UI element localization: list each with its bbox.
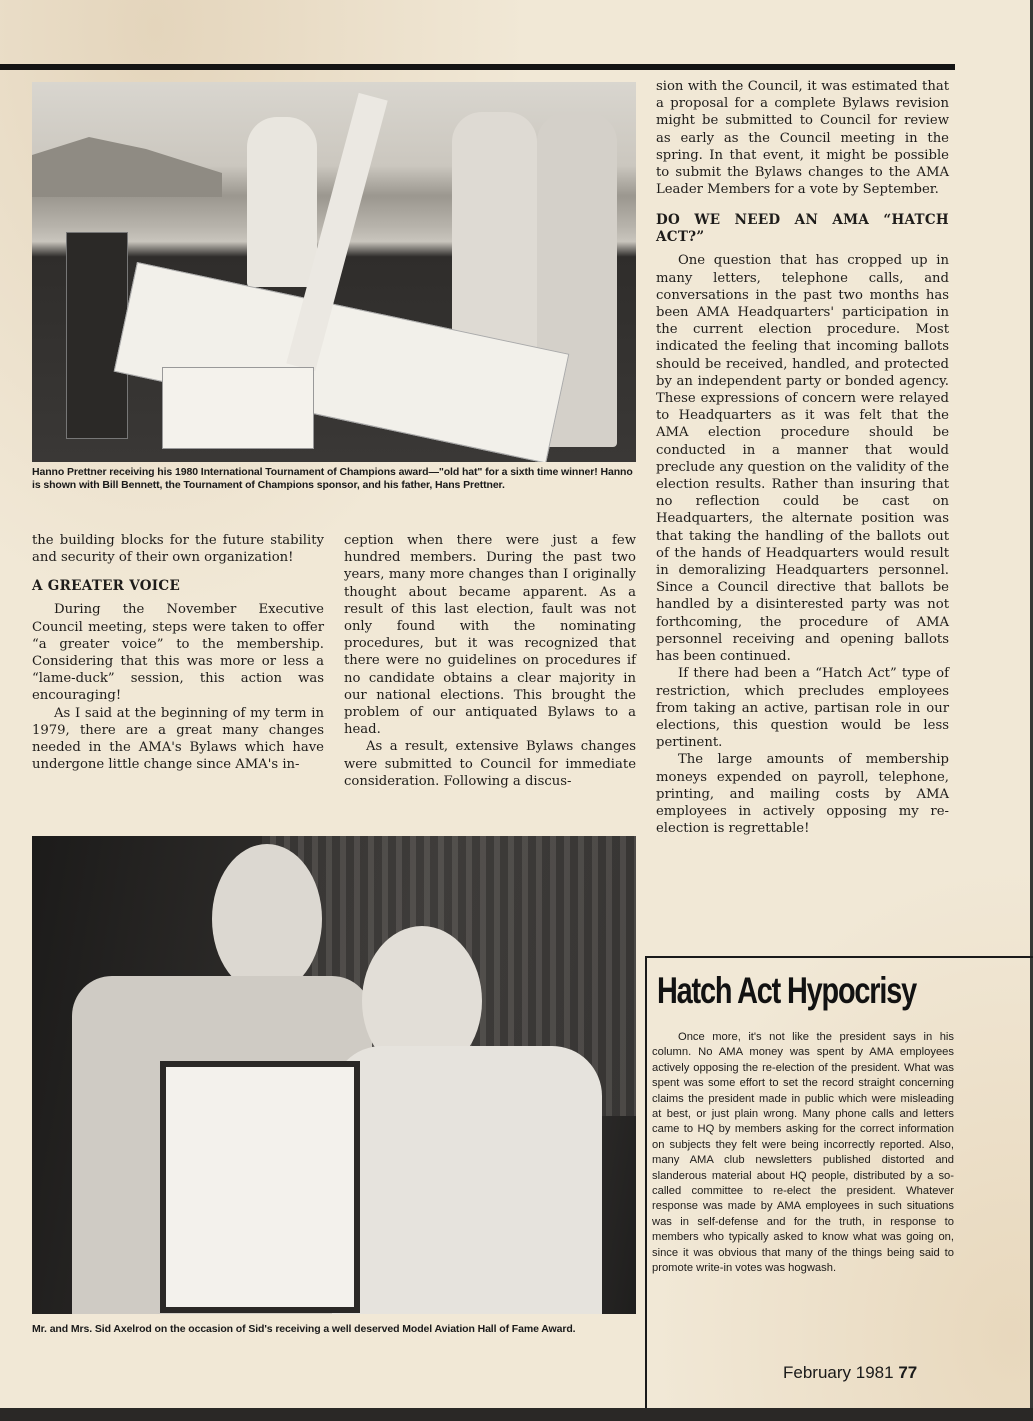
photo-caption-bottom: Mr. and Mrs. Sid Axelrod on the occasion of Sid's receiving a well deserved Model Aviation Hall of Fame Award. [32, 1323, 576, 1335]
article-column-1 [32, 532, 324, 773]
photo-hall-of-fame [32, 836, 636, 1314]
paragraph: If there had been a “Hatch Act” type of restriction, which precludes employees from taking an active, partisan role in our elections, this question would be less pertinent. [656, 666, 949, 751]
sidebar-body [652, 1030, 954, 1277]
section-heading-greater-voice: A GREATER VOICE [32, 578, 181, 595]
page-number: 77 [898, 1363, 918, 1382]
prize-check [162, 367, 314, 449]
paragraph: One question that has cropped up in many letters, telephone calls, and conversations in the past two months has been AMA Headquarters' participation in the current election procedure. Most indicated the feeling that incoming ballots should be received, handled, and protected by an independent party or bonded agency. These expressions of concern were relayed to Headquarters as it was felt that the AMA election procedure should be conducted in a manner that would preclude any question on the validity of the election results. Rather than insuring that no reflection could be cast on Headquarters, the alternate position was that taking the handling of the ballots out of the hands of Headquarters would result in demoralizing Headquarters personnel. Since a Council directive that ballots be handled by a disinterested party was not forthcoming, the procedure of AMA personnel receiving and opening ballots has been continued. [656, 253, 949, 665]
sidebar-title: Hatch Act Hypocrisy [657, 970, 916, 1011]
photo-tournament-award [32, 82, 636, 462]
paragraph: sion with the Council, it was estimated that a proposal for a complete Bylaws revision might be submitted to Council for review as early as the Council meeting in the spring. In that event, it might be possible to submit the Bylaws changes to the AMA Leader Members for a vote by September. [656, 79, 949, 198]
article-column-3 [656, 78, 949, 837]
woman-blouse [332, 1046, 602, 1314]
sidebar-rebuttal-box [645, 956, 1033, 1408]
article-column-2 [344, 532, 636, 790]
man-head [212, 844, 322, 994]
photo-caption-top: Hanno Prettner receiving his 1980 International Tournament of Champions award—"old hat" for a sixth time winner! Hanno is shown with Bill Bennett, the Tournament of Champions sponsor, and his father, Hans Prettner. [32, 466, 633, 491]
paragraph: As a result, extensive Bylaws changes were submitted to Council for immediate consideration. Following a discus- [344, 739, 636, 789]
page-folio [783, 1363, 917, 1383]
award-plaque [160, 1061, 360, 1313]
mountains [32, 137, 222, 197]
paragraph: ception when there were just a few hundred members. During the past two years, many more changes than I originally thought about became apparent. As a result of this last election, fault was not only found with the nominating procedures, but it was recognized that there were no guidelines on procedures if no candidate obtains a clear majority in our national elections. This brought the problem of our antiquated Bylaws to a head. [344, 533, 636, 738]
person-left [247, 117, 317, 287]
paragraph: Once more, it's not like the president says in his column. No AMA money was spent by AMA employees actively opposing the re-election of the president. What was spent was some effort to set the record straight concerning claims the president made in public which were misleading at best, or just plain wrong. Many phone calls and letters came to HQ by members asking for the correct information on subjects they felt were being incorrectly reported. Also, many AMA club newsletters published distorted and slanderous material about HQ people, distributed by a so-called committee to re-elect the president. Whatever response was made by AMA employees in such situations was in self-defense and for the truth, in response to members who typically asked to know what was going on, since it was obvious that many of the things being said to promote write-in votes was hogwash. [652, 1031, 954, 1275]
paragraph: The large amounts of membership moneys expended on payroll, telephone, printing, and mailing costs by AMA employees in actively opposing my re-election is regrettable! [656, 752, 949, 837]
top-rule-divider [0, 64, 955, 70]
paragraph: During the November Executive Council meeting, steps were taken to offer “a greater voice” to the membership. Considering that this was more or less a “lame-duck” session, this action was encouraging! [32, 602, 324, 704]
trophy [66, 232, 128, 439]
section-heading-hatch-act: DO WE NEED AN AMA “HATCH ACT?” [656, 212, 949, 246]
paragraph: As I said at the beginning of my term in 1979, there are a great many changes needed in the AMA's Bylaws which have undergone little change since AMA's in- [32, 705, 324, 773]
paragraph: the building blocks for the future stability and security of their own organization! [32, 533, 324, 566]
issue-date: February 1981 [783, 1363, 894, 1382]
